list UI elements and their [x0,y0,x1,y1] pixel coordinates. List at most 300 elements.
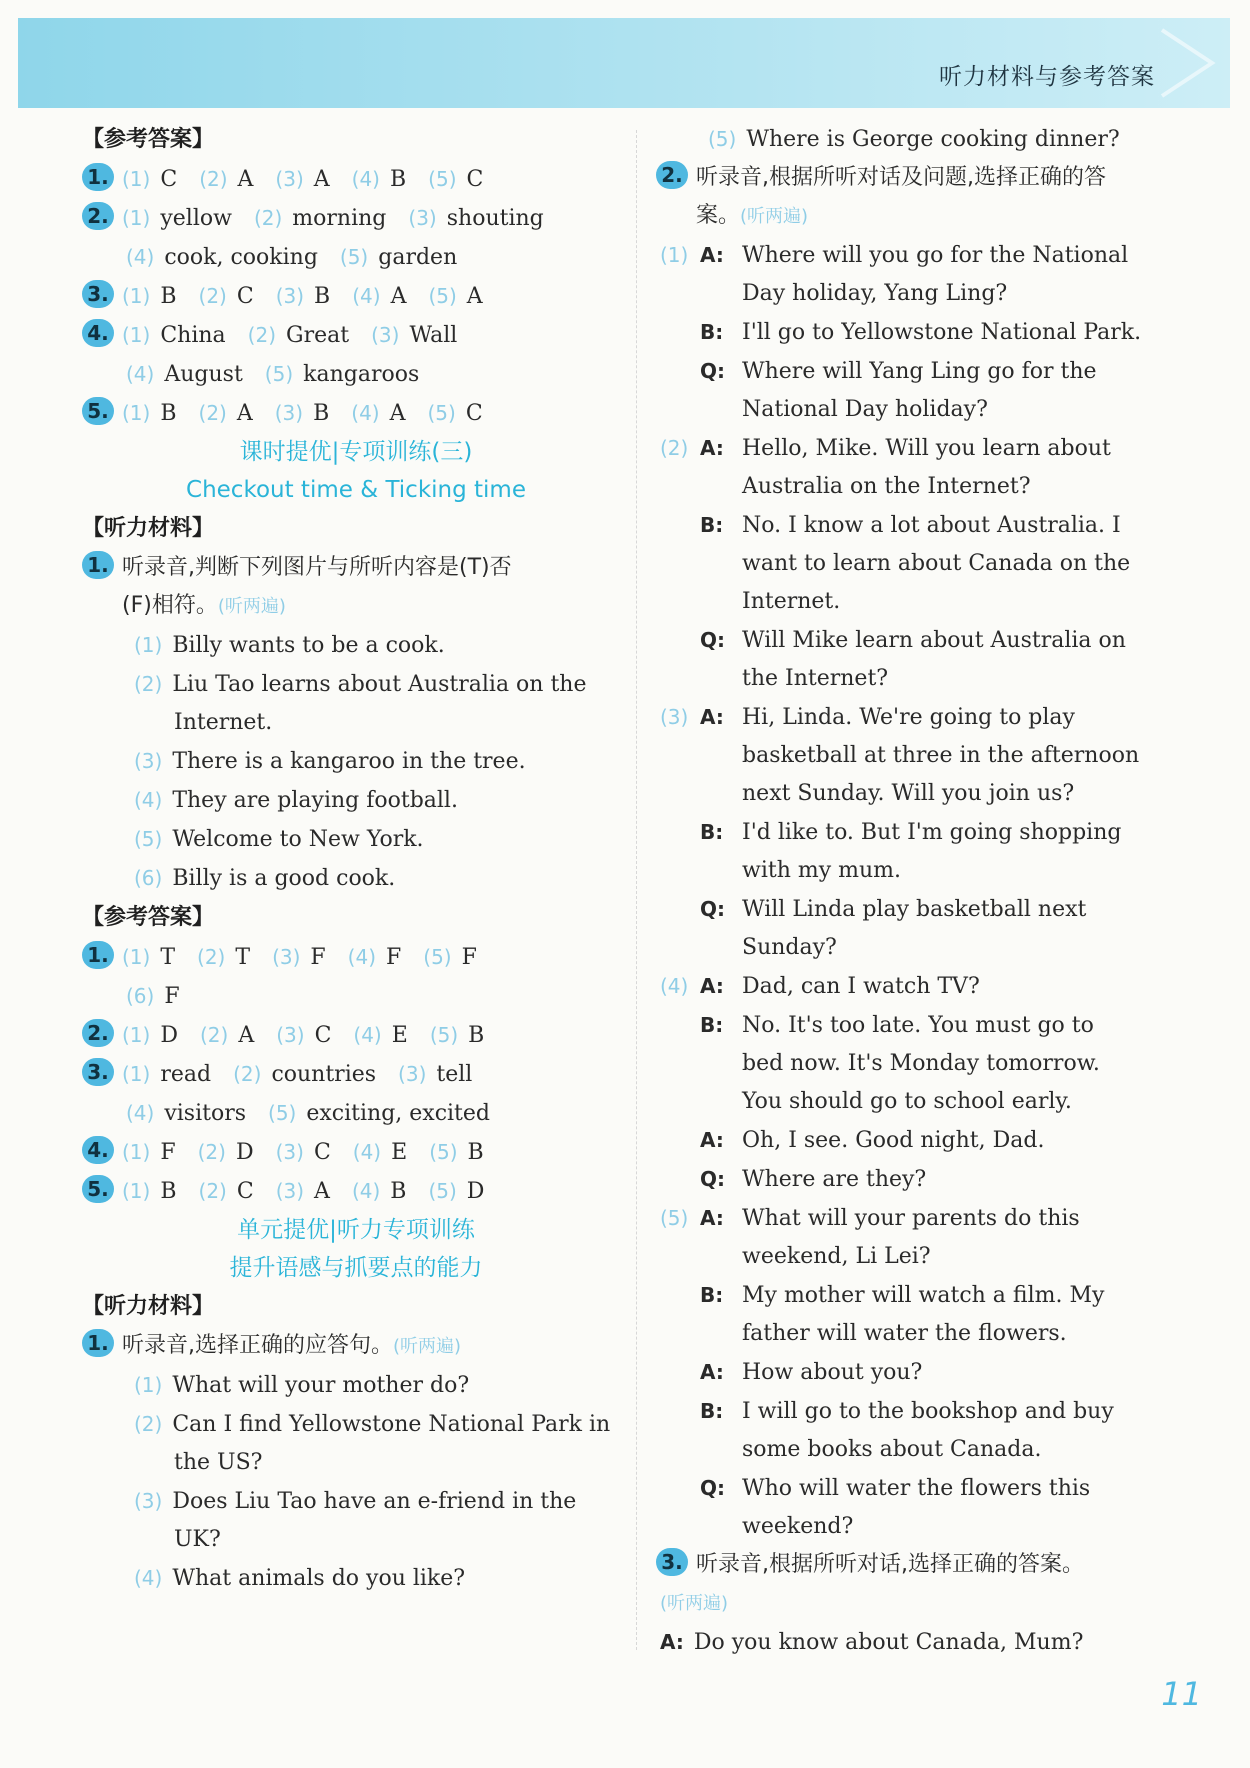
question-number: 2. [82,202,114,230]
question-number: 1. [82,551,114,579]
dialogue-line [660,929,1185,967]
dialogue-text: I'll go to Yellowstone National Park. [742,320,1142,345]
section-subtitle: 提升语感与抓要点的能力 [229,1255,483,1281]
dialogue-line [660,1353,1185,1392]
sub-number: (2) [247,323,277,347]
answer-row [86,977,626,1016]
sub-number: (5) [264,362,294,386]
list-item [86,1482,626,1521]
answer-item [254,206,386,231]
sub-number: (5) [134,827,163,851]
prompt-text: 案。 [696,203,741,228]
sub-number: (2) [197,945,226,969]
answer-value: C [466,167,484,192]
dialogue-line [660,890,1185,929]
dialogue-line [660,737,1185,775]
chevron-right-icon [1152,26,1222,100]
item-text: There is a kangaroo in the tree. [172,749,526,774]
sub-number: (4) [347,945,377,969]
answer-value: T [160,945,176,970]
sub-number: (5) [429,1023,459,1047]
sub-number: (5) [339,245,369,269]
sub-number: (3) [134,749,163,773]
dialogue-line [660,1199,1185,1238]
left-column [82,120,626,1598]
answer-item [276,1023,331,1048]
sub-number: (1) [122,1140,151,1164]
answer-item [122,1023,178,1048]
right-column [660,120,1185,1662]
answer-value: C [465,401,483,426]
answer-value: A [313,167,330,192]
sub-number: (3) [398,1062,427,1086]
answer-value: F [164,984,180,1009]
sub-number: (4) [351,401,380,425]
dialogue-text: with my mum. [742,858,902,883]
answer-item [122,1062,211,1087]
answer-item [200,1023,254,1048]
dialogue-text: I will go to the bookshop and buy [742,1399,1114,1424]
answer-item [353,1023,407,1048]
sub-number: (1) [134,633,163,657]
item-text: Internet. [174,710,273,735]
speaker-label: A: [700,243,724,267]
answer-item [197,945,250,970]
item-text: UK? [174,1527,221,1552]
sub-number: (2) [198,284,227,308]
dialogue-text: How about you? [742,1360,923,1385]
sub-number: (3) [274,401,304,425]
speaker-label: A: [700,436,724,460]
answer-item [276,1179,330,1204]
dialogue-line [660,967,1185,1006]
answer-value: E [391,1140,408,1165]
sub-number: (3) [276,1023,305,1047]
question-number: 3. [656,1548,688,1576]
answer-row [86,1094,626,1133]
question-number: 5. [82,1175,114,1203]
answer-value: Great [286,323,350,348]
speaker-label: A: [700,705,724,729]
dialogue-line [660,313,1185,352]
speaker-label: Q: [700,628,725,652]
dialogue-line [660,1238,1185,1276]
dialogue-text: basketball at three in the afternoon [742,743,1140,768]
question-prompt [660,159,1185,197]
dialogue-text: No. It's too late. You must go to [742,1013,1094,1038]
dialogue-text: the Internet? [742,666,889,691]
sub-number: (4) [352,1140,382,1164]
answer-value: China [160,323,226,348]
speaker-label: A: [700,1360,724,1384]
answer-item [430,1023,485,1048]
dialogue-text: Where will you go for the National [742,243,1129,268]
prompt-text: (F)相符。 [122,593,218,618]
answer-value: kangaroos [303,362,420,387]
dialogue-text: Australia on the Internet? [742,474,1031,499]
sub-number: (4) [352,284,381,308]
sub-number: (2) [134,1412,163,1436]
dialogue-line [660,1276,1185,1315]
dialogue-text: What will your parents do this [742,1206,1080,1231]
dialogue-text: weekend, Li Lei? [742,1244,931,1269]
answer-row [86,238,626,277]
sub-number: (2) [134,672,163,696]
answer-item [126,1101,246,1126]
speaker-label: B: [700,1399,724,1423]
dialogue-line [660,236,1185,275]
dialogue-text: Hi, Linda. We're going to play [742,705,1075,730]
sub-number: (5) [660,1206,689,1230]
speaker-label: A: [660,1630,684,1654]
dialogue-line [660,1160,1185,1199]
dialogue-text: Where are they? [742,1167,927,1192]
sub-number: (3) [275,1179,305,1203]
listening-heading: 【听力材料】 [82,1294,215,1319]
answer-item [353,1140,407,1165]
dialogue-line [660,391,1185,429]
sub-number: (1) [122,206,151,230]
dialogue-line [660,1121,1185,1160]
sub-number: (1) [122,1062,151,1086]
dialogue-text: want to learn about Canada on the [742,551,1131,576]
dialogue-text: bed now. It's Monday tomorrow. [742,1051,1100,1076]
dialogue-line [660,468,1185,506]
answer-value: T [235,945,251,970]
answers-heading: 【参考答案】 [82,127,215,152]
answer-item [428,167,483,192]
item-text: What animals do you like? [172,1566,466,1591]
dialogue-text: You should go to school early. [742,1089,1072,1114]
answer-value: B [390,167,407,192]
sub-number: (5) [429,1140,458,1164]
dialogue-text: Where will Yang Ling go for the [742,359,1097,384]
answer-value: visitors [164,1101,247,1126]
speaker-label: A: [700,1128,724,1152]
answer-item [371,323,457,348]
answer-item [199,401,253,426]
answer-item [126,984,180,1009]
sub-number: (5) [268,1101,297,1125]
answer-item [122,284,177,309]
sub-number: (4) [126,1101,155,1125]
prompt-text: 听录音,根据所听对话及问题,选择正确的答 [696,165,1106,190]
sub-number: (5) [428,167,457,191]
question-prompt-cont [660,197,1185,236]
answer-row [86,1016,626,1055]
list-item [86,742,626,781]
answer-item [122,167,177,192]
prompt-text: 听录音,选择正确的应答句。 [122,1333,393,1358]
column-divider [636,130,637,1650]
dialogue-line [660,506,1185,545]
answer-value: B [160,1179,177,1204]
answer-value: E [391,1023,408,1048]
sub-number: (2) [197,1140,226,1164]
list-item [86,704,626,742]
sub-number: (3) [134,1489,163,1513]
prompt-text: 听录音,判断下列图片与所听内容是(T)否 [122,555,512,580]
sub-number: (3) [275,284,305,308]
answer-value: B [313,401,330,426]
dialogue-text: I'd like to. But I'm going shopping [742,820,1122,845]
question-number: 3. [82,280,114,308]
dialogue-line [660,429,1185,468]
question-number: 1. [82,941,114,969]
answer-value: A [466,284,483,309]
question-prompt [86,549,626,587]
answer-row [86,160,626,199]
dialogue-text: Internet. [742,589,841,614]
item-text: Billy is a good cook. [172,866,396,891]
speaker-label: B: [700,320,724,344]
answer-item [122,323,226,348]
sub-number: (2) [198,401,227,425]
answer-value: B [467,1140,484,1165]
answer-value: shouting [446,206,544,231]
speaker-label: Q: [700,359,725,383]
answer-value: D [235,1140,254,1165]
question-number: 5. [82,397,114,425]
answer-row [86,277,626,316]
list-item [86,665,626,704]
answer-value: read [160,1062,212,1087]
answer-item [351,401,405,426]
sub-number: (3) [275,1140,304,1164]
dialogue-text: weekend? [742,1514,854,1539]
question-prompt [660,1546,1185,1584]
question-number: 4. [82,1136,114,1164]
dialogue-text: Sunday? [742,935,837,960]
speaker-label: A: [700,1206,724,1230]
dialogue-line [660,852,1185,890]
dialogue-line [660,1392,1185,1431]
answer-item [122,206,232,231]
question-prompt-cont [86,587,626,626]
sub-number: (4) [351,167,380,191]
sub-number: (2) [199,1023,229,1047]
answer-value: C [160,167,178,192]
listen-twice-hint: (听两遍) [660,1593,729,1614]
answer-value: A [238,1023,255,1048]
page-header [18,18,1230,108]
answer-value: C [236,1179,254,1204]
answers-heading: 【参考答案】 [82,905,215,930]
sub-number: (4) [134,1566,163,1590]
answer-row [86,1172,626,1211]
list-item [86,626,626,665]
answer-value: F [386,945,402,970]
answer-value: garden [378,245,458,270]
dialogue-line [660,1508,1185,1546]
answer-item [122,401,177,426]
answer-value: Wall [409,323,458,348]
answer-value: F [160,1140,176,1165]
speaker-label: Q: [700,897,725,921]
dialogue-line [660,698,1185,737]
answer-value: B [314,284,331,309]
dialogue-text: Oh, I see. Good night, Dad. [742,1128,1045,1153]
dialogue-line [660,1083,1185,1121]
answer-value: B [160,284,177,309]
item-text: Welcome to New York. [172,827,424,852]
answer-item [428,401,483,426]
sub-number: (1) [122,323,151,347]
sub-number: (5) [708,127,737,151]
answer-item [429,1140,484,1165]
section-title: 课时提优|专项训练(三) [239,439,473,465]
prompt-text: 听录音,根据所听对话,选择正确的答案。 [696,1552,1084,1577]
answer-item [268,1101,490,1126]
answer-value: August [164,362,243,387]
sub-number: (4) [126,362,155,386]
answer-item [272,945,326,970]
sub-number: (3) [371,323,400,347]
list-item [86,781,626,820]
dialogue-line [660,1315,1185,1353]
answer-value: A [389,401,406,426]
sub-number: (2) [660,436,689,460]
item-text: Billy wants to be a cook. [172,633,445,658]
dialogue-line [660,660,1185,698]
sub-number: (5) [423,945,452,969]
list-item [86,1366,626,1405]
section-title: 单元提优|听力专项训练 [237,1217,475,1243]
dialogue-line [660,1431,1185,1469]
answer-item [126,362,243,387]
answer-item [428,1179,484,1204]
dialogue-line [660,275,1185,313]
answer-value: B [390,1179,407,1204]
answer-row [86,938,626,977]
dialogue-line [660,583,1185,621]
answer-value: F [461,945,477,970]
answer-row [86,199,626,238]
answer-value: B [160,401,177,426]
answer-item [122,1179,177,1204]
answer-item [348,945,402,970]
answer-item [199,1179,254,1204]
dialogue-line [660,813,1185,852]
speaker-label: Q: [700,1476,725,1500]
dialogue-text: next Sunday. Will you join us? [742,781,1075,806]
speaker-label: A: [700,974,724,998]
item-text: Does Liu Tao have an e-friend in the [172,1489,577,1514]
sub-number: (4) [660,974,689,998]
dialogue-line [660,1623,1185,1662]
answer-item [398,1062,472,1087]
sub-number: (4) [126,245,155,269]
speaker-label: B: [700,1283,724,1307]
sub-number: (1) [122,401,151,425]
item-text: What will your mother do? [172,1373,470,1398]
list-item [86,1444,626,1482]
answer-value: B [468,1023,485,1048]
list-item [86,859,626,898]
listen-twice-hint: (听两遍) [217,596,286,617]
header-title: 听力材料与参考答案 [939,64,1155,90]
answer-item [423,945,477,970]
speaker-label: B: [700,820,724,844]
question-number: 1. [82,1329,114,1357]
list-item [86,1521,626,1559]
answer-row [86,316,626,355]
answer-value: A [390,284,407,309]
answer-value: A [236,401,253,426]
answer-value: A [237,167,254,192]
sub-number: (2) [253,206,283,230]
sub-number: (1) [122,167,151,191]
sub-number: (1) [122,945,151,969]
dialogue-line [660,775,1185,813]
question-number: 1. [82,163,114,191]
answer-item [265,362,419,387]
answer-row [86,355,626,394]
answer-value: A [314,1179,330,1204]
answer-value: exciting, excited [306,1101,491,1126]
answer-value: yellow [160,206,232,231]
answer-item [276,1140,331,1165]
answer-item [352,167,407,192]
answer-item [352,284,406,309]
sub-number: (1) [122,1179,151,1203]
speaker-label: B: [700,1013,724,1037]
dialogue-text: Dad, can I watch TV? [742,974,980,999]
question-number: 4. [82,319,114,347]
dialogue-text: some books about Canada. [742,1437,1042,1462]
dialogue-line [660,1045,1185,1083]
dialogue-text: No. I know a lot about Australia. I [742,513,1121,538]
answer-item [352,1179,407,1204]
list-item [86,820,626,859]
item-text: Where is George cooking dinner? [746,127,1120,152]
answer-value: cook, cooking [164,245,318,270]
answer-value: F [310,945,326,970]
answer-value: morning [292,206,387,231]
dialogue-text: National Day holiday? [742,397,988,422]
question-hint-line [660,1584,1185,1623]
dialogue-text: Will Linda play basketball next [742,897,1087,922]
answer-value: countries [271,1062,377,1087]
dialogue-line [660,621,1185,660]
sub-number: (4) [134,788,163,812]
sub-number: (5) [428,284,457,308]
list-item [86,1559,626,1598]
dialogue-line [660,545,1185,583]
question-prompt [86,1327,626,1366]
answer-item [248,323,349,348]
section-subtitle: Checkout time & Ticking time [186,477,526,503]
dialogue-text: Day holiday, Yang Ling? [742,281,1008,306]
sub-number: (5) [427,401,456,425]
dialogue-text: father will water the flowers. [742,1321,1067,1346]
sub-number: (3) [660,705,689,729]
answer-item [275,167,329,192]
answer-item [199,167,253,192]
sub-number: (6) [126,984,155,1008]
speaker-label: Q: [700,1167,725,1191]
sub-number: (2) [199,167,228,191]
item-text: the US? [174,1450,263,1475]
item-text: They are playing football. [172,788,458,813]
sub-number: (3) [275,167,304,191]
sub-number: (2) [233,1062,262,1086]
sub-number: (1) [660,243,689,267]
sub-number: (5) [428,1179,457,1203]
sub-number: (6) [134,866,163,890]
answer-item [122,945,175,970]
answer-item [199,284,254,309]
